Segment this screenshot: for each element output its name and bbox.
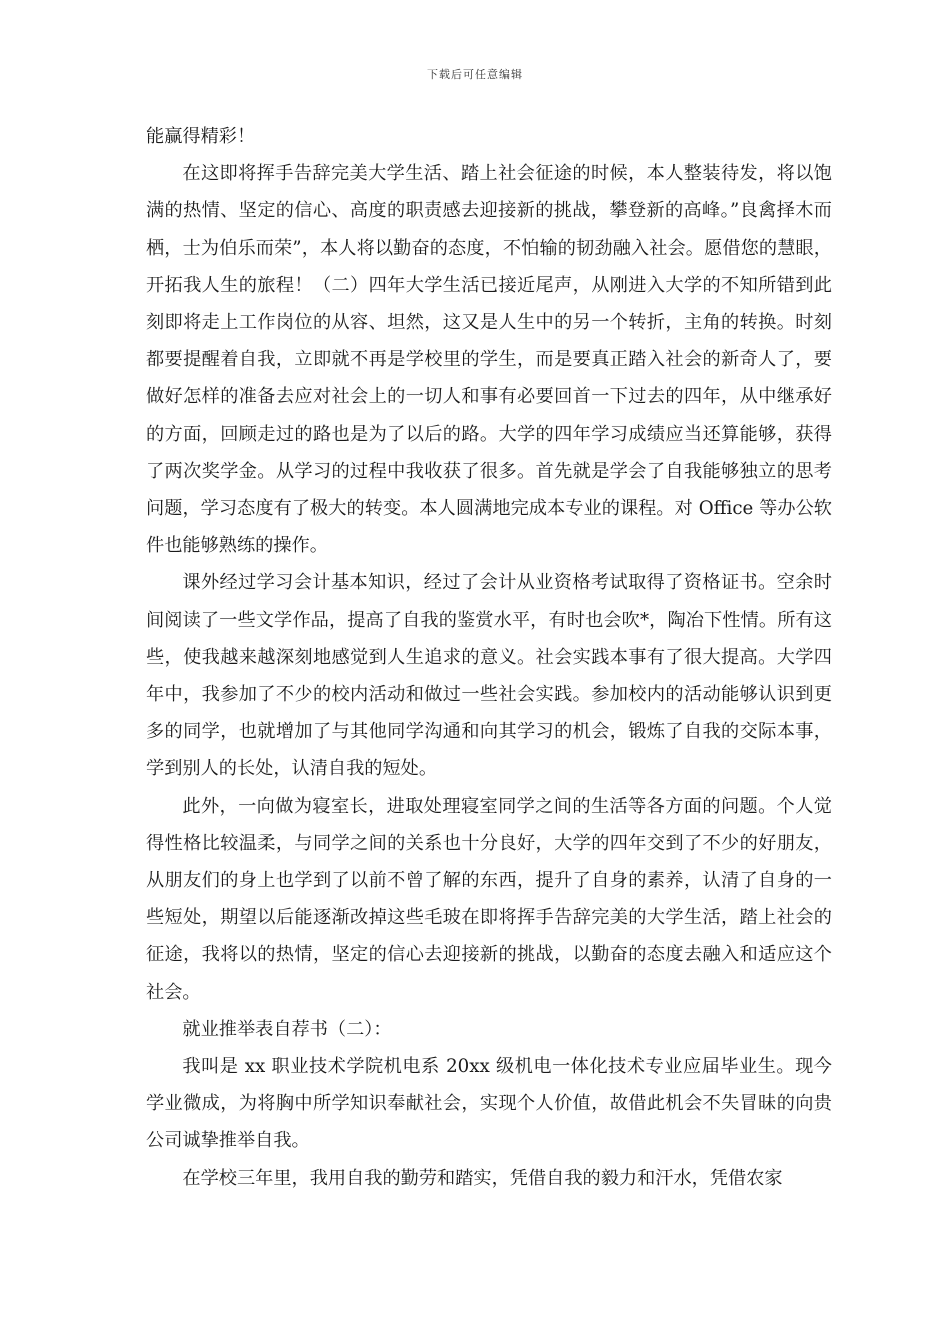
- paragraph-2: 在这即将挥手告辞完美大学生活、踏上社会征途的时候，本人整装待发，将以饱满的热情、坚定的信心、高度的职责感去迎接新的挑战，攀登新的高峰。”良禽择木而栖，士为伯乐而荣”，本人将以勤奋的态度，不怕输的韧劲融入社会。愿借您的慧眼，开拓我人生的旅程！（二）四年大学生活已接近尾声，从刚进入大学的不知所错到此刻即将走上工作岗位的从容、坦然，这又是人生中的另一个转折，主角的转换。时刻都要提醒着自我，立即就不再是学校里的学生，而是要真正踏入社会的新奇人了，要做好怎样的准备去应对社会上的一切人和事有必要回首一下过去的四年，从中继承好的方面，回顾走过的路也是为了以后的路。大学的四年学习成绩应当还算能够，获得了两次奖学金。从学习的过程中我收获了很多。首先就是学会了自我能够独立的思考问题，学习态度有了极大的转变。本人圆满地完成本专业的课程。对 Office 等办公软件也能够熟练的操作。: [146, 163, 832, 557]
- paragraph-3: 课外经过学习会计基本知识，经过了会计从业资格考试取得了资格证书。空余时间阅读了一些文学作品，提高了自我的鉴赏水平，有时也会吹*，陶冶下性情。所有这些，使我越来越深刻地感觉到人生追求的意义。社会实践本事有了很大提高。大学四年中，我参加了不少的校内活动和做过一些社会实践。参加校内的活动能够认识到更多的同学，也就增加了与其他同学沟通和向其学习的机会，锻炼了自我的交际本事，学到别人的长处，认清自我的短处。: [146, 572, 832, 780]
- paragraph-6: 在学校三年里，我用自我的勤劳和踏实，凭借自我的毅力和汗水，凭借农家: [182, 1167, 783, 1189]
- header-note: 下载后可任意编辑: [427, 68, 523, 81]
- section-heading: 就业推举表自荐书（二）：: [182, 1018, 392, 1040]
- paragraph-4: 此外，一向做为寝室长，进取处理寝室同学之间的生活等各方面的问题。个人觉得性格比较温柔，与同学之间的关系也十分良好，大学的四年交到了不少的好朋友，从朋友们的身上也学到了以前不曾了解的东西，提升了自身的素养，认清了自身的一些短处，期望以后能逐渐改掉这些毛玻在即将挥手告辞完美的大学生活，踏上社会的征途，我将以的热情，坚定的信心去迎接新的挑战，以勤奋的态度去融入和适应这个社会。: [146, 795, 832, 1003]
- paragraph-1: 能赢得精彩！: [146, 126, 256, 147]
- document-body: [146, 118, 832, 1197]
- paragraph-5: 我叫是 xx 职业技术学院机电系 20xx 级机电一体化技术专业应届毕业生。现今学业微成，为将胸中所学知识奉献社会，实现个人价值，故借此机会不失冒昧的向贵公司诚挚推举自我。: [146, 1056, 832, 1152]
